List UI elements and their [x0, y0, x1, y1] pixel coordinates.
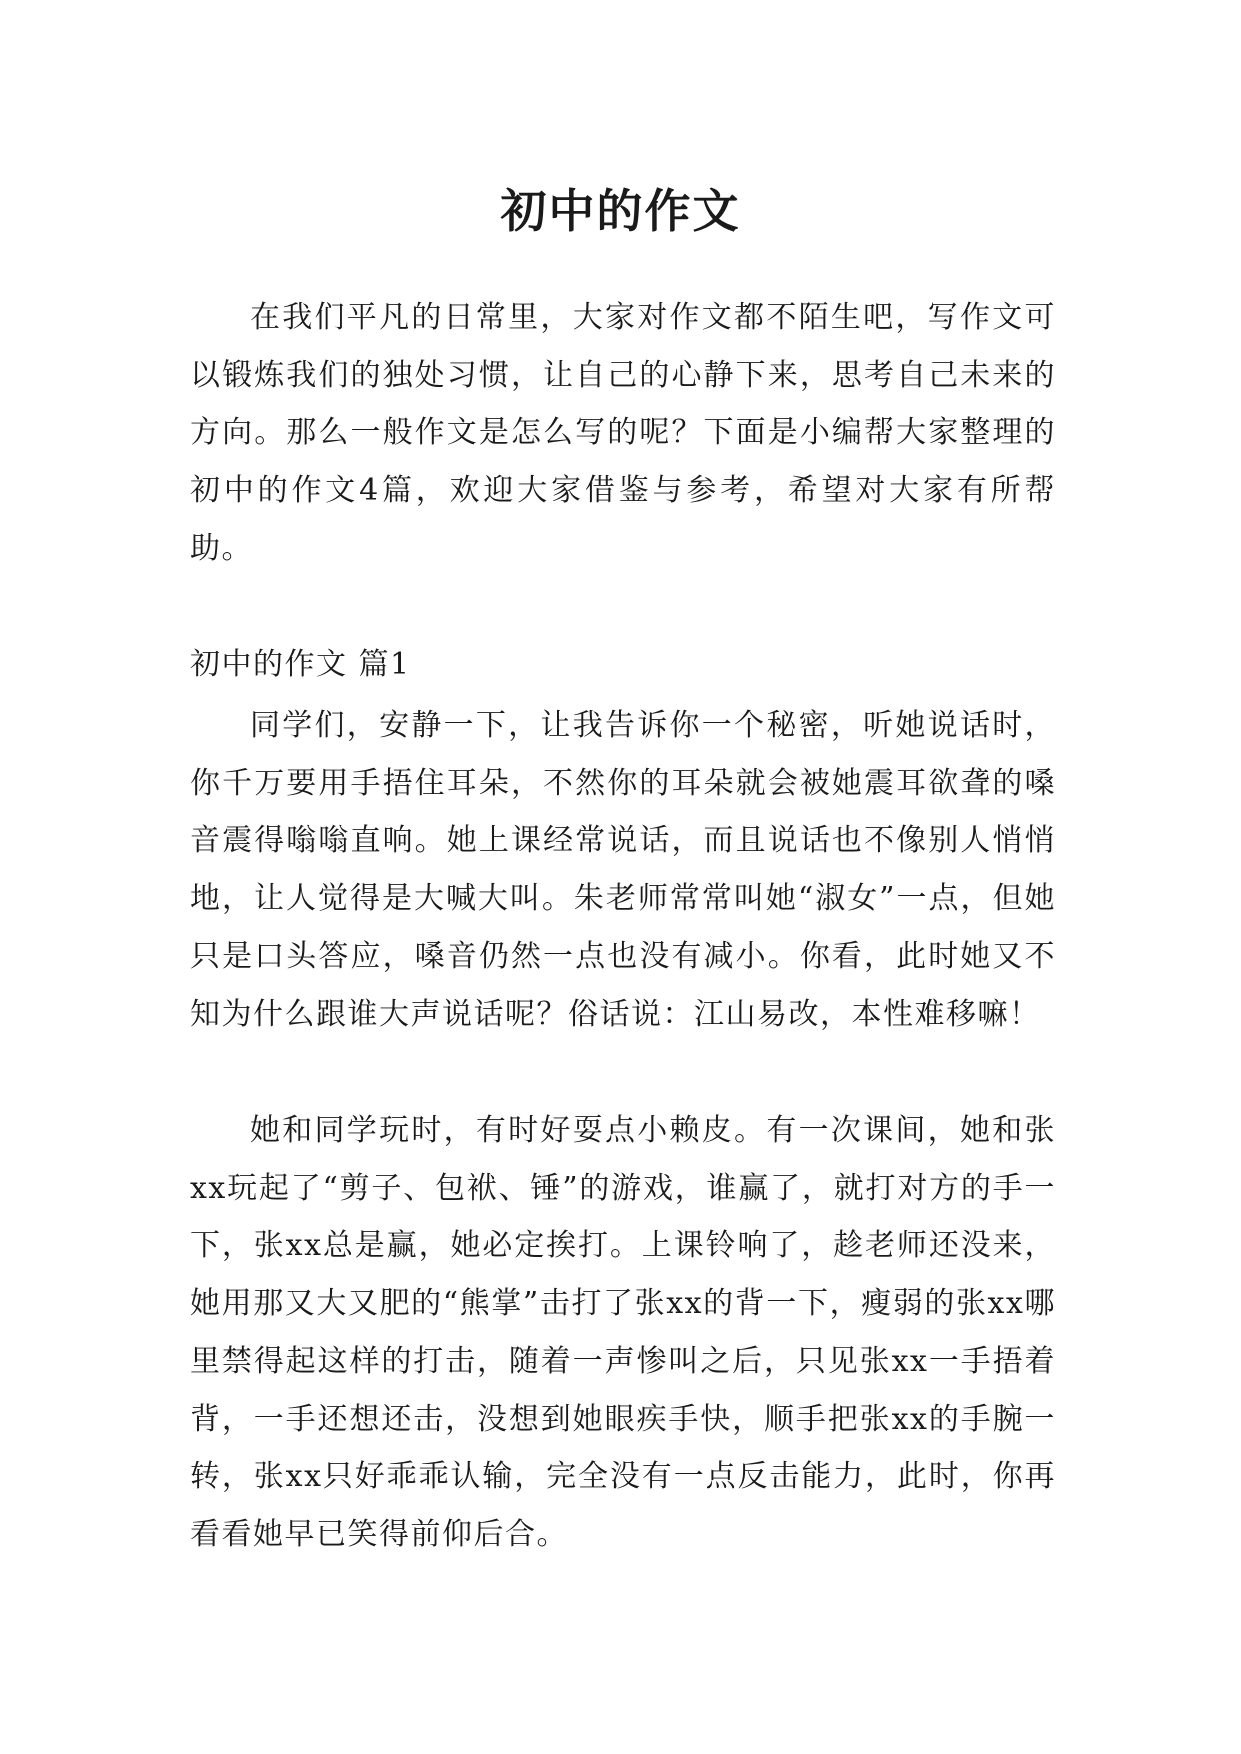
intro-paragraph: 在我们平凡的日常里，大家对作文都不陌生吧，写作文可以锻炼我们的独处习惯，让自己的心静下来，思考自己未来的方向。那么一般作文是怎么写的呢？下面是小编帮大家整理的初中的作文4篇，欢迎大家借鉴与参考，希望对大家有所帮助。	[190, 300, 1056, 566]
section-heading: 初中的作文 篇1	[190, 647, 411, 682]
body-paragraph-2: 她和同学玩时，有时好耍点小赖皮。有一次课间，她和张xx玩起了“剪子、包袱、锤”的游戏，谁赢了，就打对方的手一下，张xx总是赢，她必定挨打。上课铃响了，趁老师还没来，她用那又大又肥的“熊掌”击打了张xx的背一下，瘦弱的张xx哪里禁得起这样的打击，随着一声惨叫之后，只见张xx一手捂着背，一手还想还击，没想到她眼疾手快，顺手把张xx的手腕一转，张xx只好乖乖认输，完全没有一点反击能力，此时，你再看看她早已笑得前仰后合。	[190, 1113, 1056, 1552]
body-paragraph-1: 同学们，安静一下，让我告诉你一个秘密，听她说话时，你千万要用手捂住耳朵，不然你的耳朵就会被她震耳欲聋的嗓音震得嗡嗡直响。她上课经常说话，而且说话也不像别人悄悄地，让人觉得是大喊大叫。朱老师常常叫她“淑女”一点，但她只是口头答应，嗓音仍然一点也没有减小。你看，此时她又不知为什么跟谁大声说话呢？俗话说：江山易改，本性难移嘛！	[190, 708, 1056, 1032]
document-title: 初中的作文	[500, 183, 741, 238]
